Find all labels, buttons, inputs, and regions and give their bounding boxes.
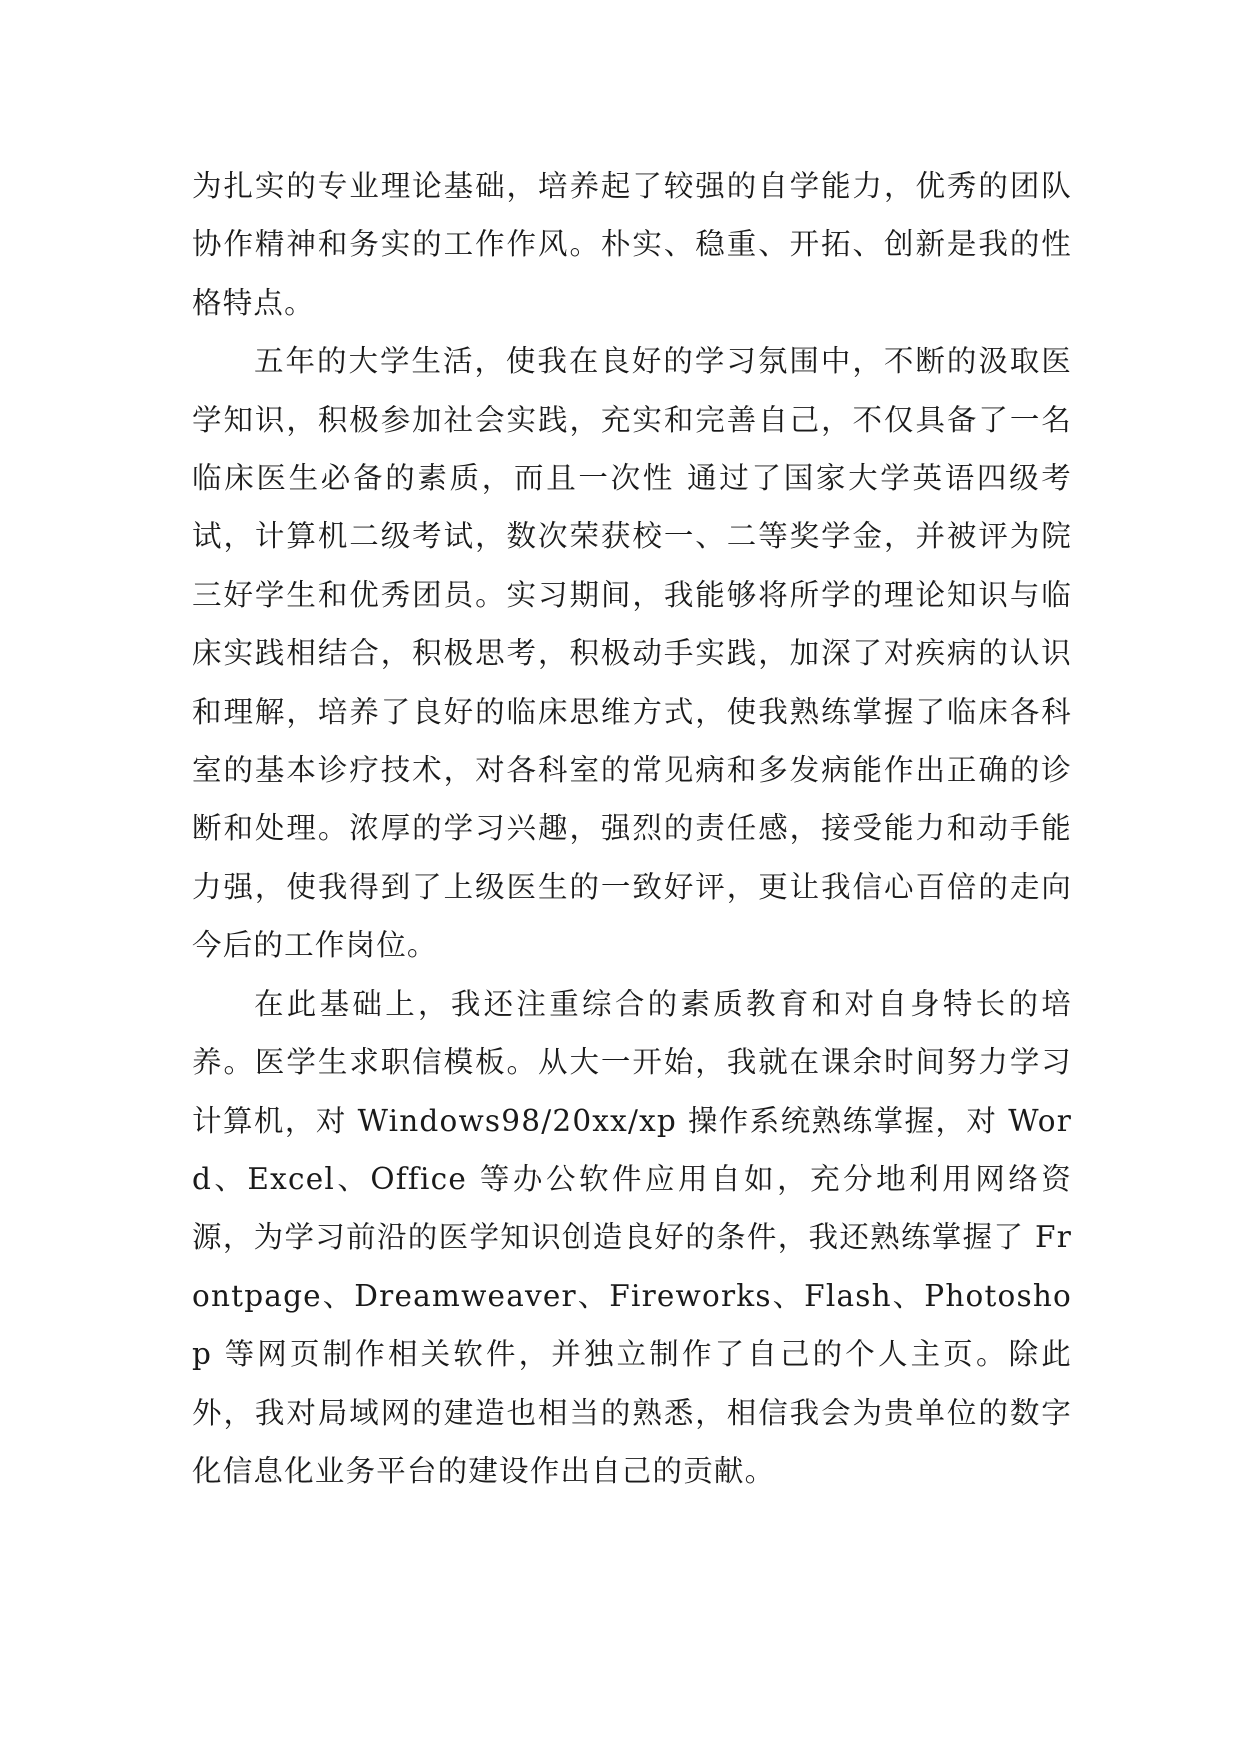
- paragraph-computer-skills: 在此基础上，我还注重综合的素质教育和对自身特长的培养。医学生求职信模板。从大一开始，我就在课余时间努力学习计算机，对 Windows98/20xx/xp 操作系统熟练掌握，对 Word、Excel、Office 等办公软件应用自如，充分地利用网络资源，为学习前沿的医学知识创造良好的条件，我还熟练掌握了 Frontpage、Dreamweaver、Fireworks、Flash、Photoshop 等网页制作相关软件，并独立制作了自己的个人主页。除此外，我对局域网的建造也相当的熟悉，相信我会为贵单位的数字化信息化业务平台的建设作出自己的贡献。: [192, 986, 1072, 1488]
- paragraph-intro-continuation: 为扎实的专业理论基础，培养起了较强的自学能力，优秀的团队协作精神和务实的工作作风。朴实、稳重、开拓、创新是我的性格特点。: [192, 169, 1072, 320]
- document-body: [192, 157, 1072, 1500]
- paragraph-university-life: 五年的大学生活，使我在良好的学习氛围中，不断的汲取医学知识，积极参加社会实践，充实和完善自己，不仅具备了一名临床医生必备的素质，而且一次性 通过了国家大学英语四级考试，计算机二级考试，数次荣获校一、二等奖学金，并被评为院三好学生和优秀团员。实习期间，我能够将所学的理论知识与临床实践相结合，积极思考，积极动手实践，加深了对疾病的认识和理解，培养了良好的临床思维方式，使我熟练掌握了临床各科室的基本诊疗技术，对各科室的常见病和多发病能作出正确的诊断和处理。浓厚的学习兴趣，强烈的责任感，接受能力和动手能力强，使我得到了上级医生的一致好评，更让我信心百倍的走向今后的工作岗位。: [192, 344, 1072, 963]
